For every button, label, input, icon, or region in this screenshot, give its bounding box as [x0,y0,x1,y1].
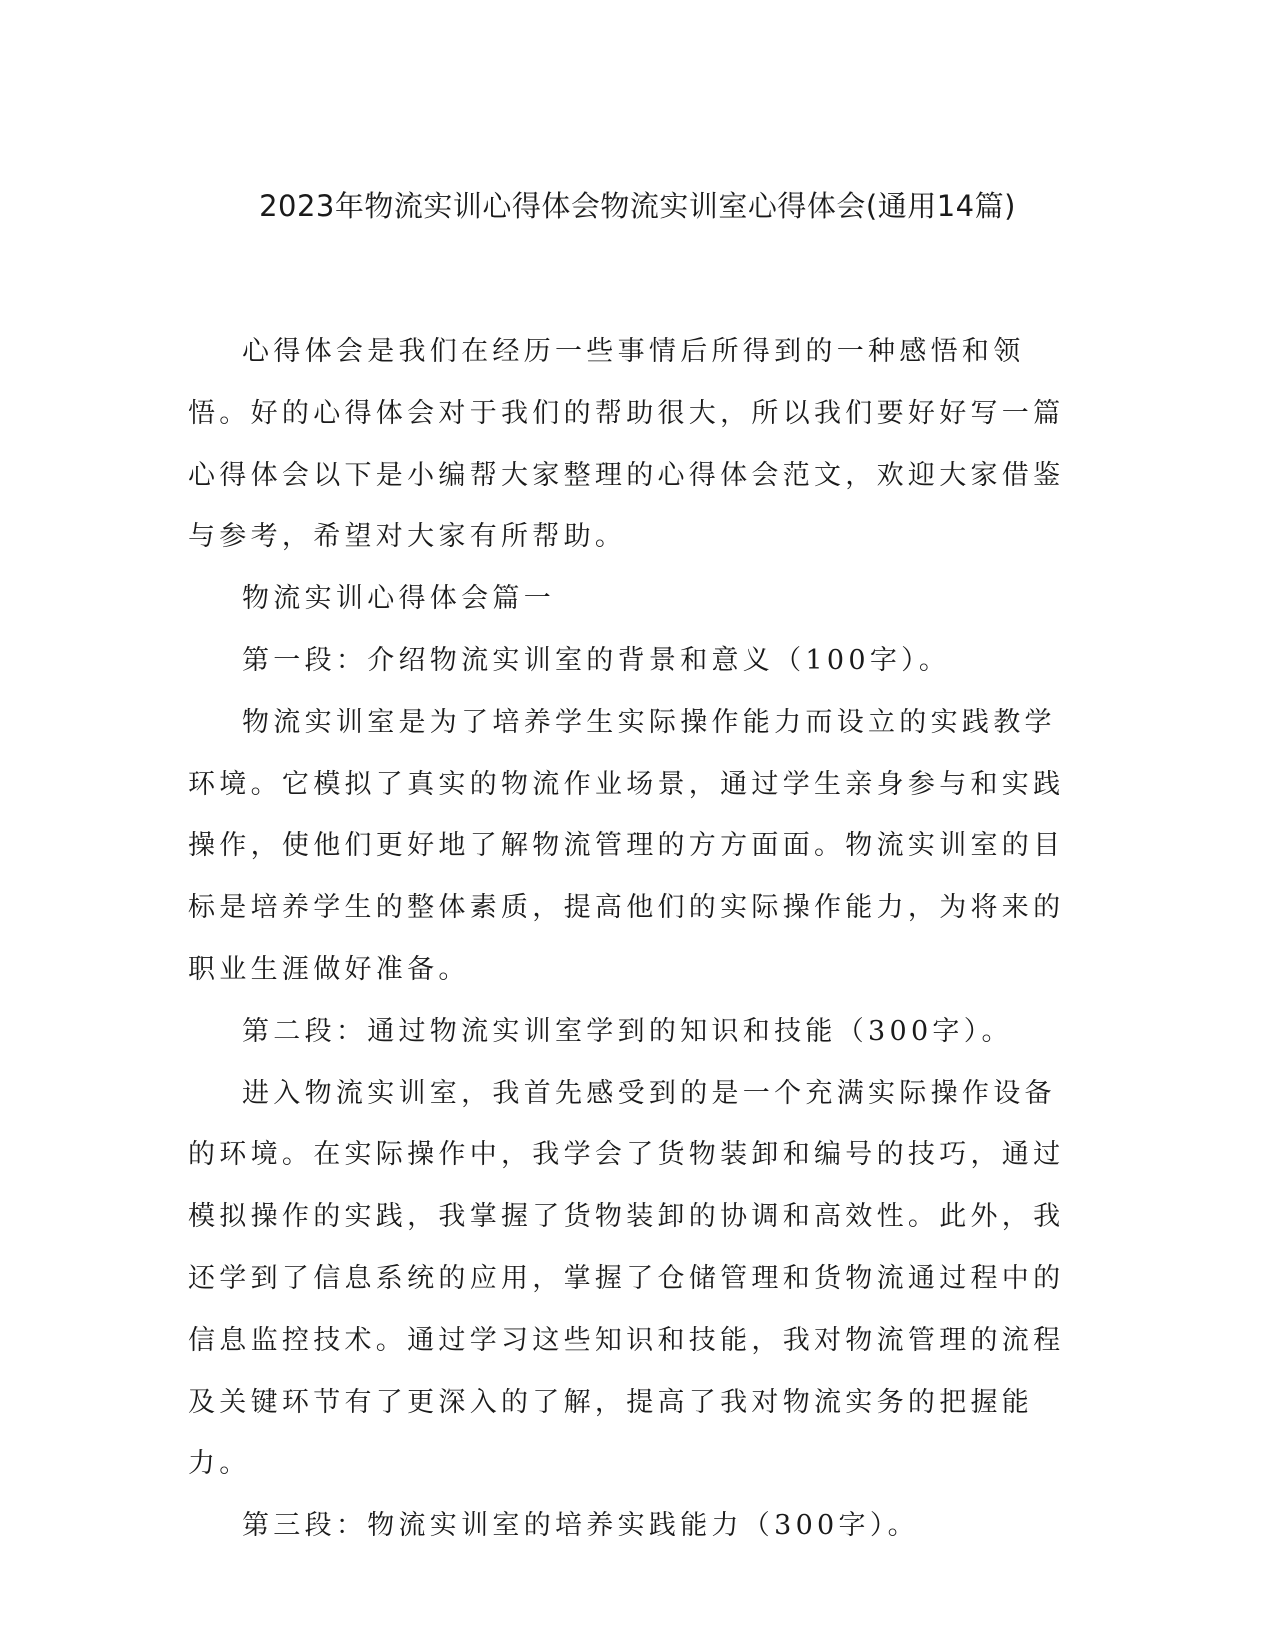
body-paragraph: 物流实训室是为了培养学生实际操作能力而设立的实践教学环境。它模拟了真实的物流作业场景，通过学生亲身参与和实践操作，使他们更好地了解物流管理的方方面面。物流实训室的目标是培养学生的整体素质，提高他们的实际操作能力，为将来的职业生涯做好准备。 [188,706,1065,985]
intro-paragraph: 心得体会是我们在经历一些事情后所得到的一种感悟和领悟。好的心得体会对于我们的帮助很大，所以我们要好好写一篇心得体会以下是小编帮大家整理的心得体会范文，欢迎大家借鉴与参考，希望对大家有所帮助。 [188,336,1065,553]
paragraph-heading: 第二段：通过物流实训室学到的知识和技能（300字）。 [242,1015,1013,1047]
body-paragraph: 进入物流实训室，我首先感受到的是一个充满实际操作设备的环境。在实际操作中，我学会了货物装卸和编号的技巧，通过模拟操作的实践，我掌握了货物装卸的协调和高效性。此外，我还学到了信息系统的应用，掌握了仓储管理和货物流通过程中的信息监控技术。通过学习这些知识和技能，我对物流管理的流程及关键环节有了更深入的了解，提高了我对物流实务的把握能力。 [188,1077,1065,1480]
paragraph-heading: 第三段：物流实训室的培养实践能力（300字）。 [242,1510,919,1542]
paragraph-heading: 第一段：介绍物流实训室的背景和意义（100字）。 [242,644,951,676]
section-heading: 物流实训心得体会篇一 [242,583,555,615]
document-title: 2023年物流实训心得体会物流实训室心得体会(通用14篇) [259,189,1016,223]
document-body [188,321,1072,1557]
